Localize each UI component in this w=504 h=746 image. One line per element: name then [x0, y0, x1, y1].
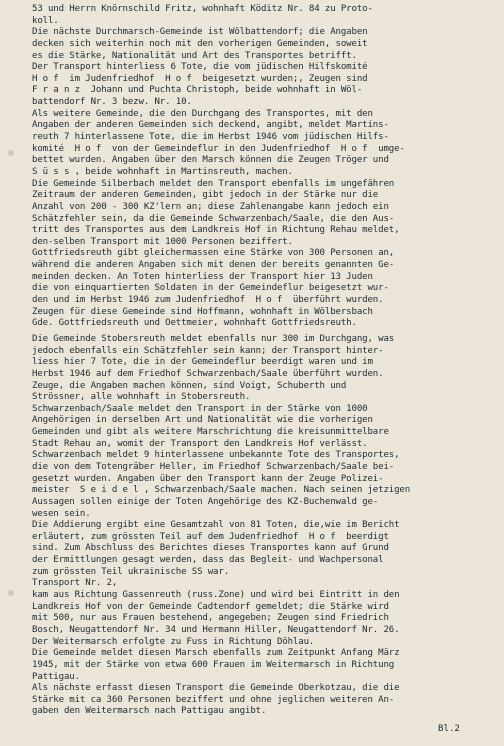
text-line: Bosch, Neugattendorf Nr. 34 und Hermann Hiller, Neugattendorf Nr. 26.	[32, 624, 400, 635]
text-line: während die anderen Angaben sich mit denen der bereits genannten Ge-	[32, 260, 395, 271]
text-line: liess hier 7 Tote, die in der Gemeindeflur beerdigt waren und im	[32, 357, 373, 368]
text-line: 53 und Herrn Knörnschild Fritz, wohnhaft Köditz Nr. 84 zu Proto-	[32, 4, 373, 14]
text-line: meinden decken. An Toten hinterliess der Transport hier 13 Juden	[32, 271, 373, 282]
text-line: Aussagen sollen einige der Toten Angehörige des KZ-Buchenwald ge-	[32, 496, 379, 507]
text-line: decken sich weiterhin noch mit den vorherigen Gemeinden, soweit	[32, 38, 368, 49]
text-line: der Ermittlungen gesagt werden, dass das Begleit- und Wachpersonal	[32, 555, 384, 566]
text-line: Als weitere Gemeinde, die den Durchgang des Transportes, mit den	[32, 108, 373, 119]
text-line: H o f im Judenfriedhof H o f beigesetzt wurden;, Zeugen sind	[32, 73, 368, 84]
text-line: es die Stärke, Nationalität und Art des Transportes betrifft.	[32, 50, 357, 61]
text-line: gaben den Weitermarsch nach Pattigau angibt.	[32, 706, 267, 717]
punch-holes	[8, 0, 16, 746]
text-line: Strössner, alle wohnhaft in Stobersreuth.	[32, 392, 251, 403]
text-line: den und im Herbst 1946 zum Judenfriedhof H o f überführt wurden.	[32, 295, 384, 306]
typed-text-body	[32, 4, 502, 718]
text-line: Pattigau.	[32, 671, 80, 682]
text-line: wesen sein.	[32, 508, 91, 519]
punch-hole	[8, 150, 14, 156]
text-line: Schwarzenbach/Saale meldet den Transport in der Stärke von 1000	[32, 403, 368, 414]
text-line: Die Addierung ergibt eine Gesamtzahl von 81 Toten, die,wie im Bericht	[32, 520, 400, 531]
text-line: jedoch ebenfalls ein Schätzfehler sein kann; der Transport hinter-	[32, 345, 384, 356]
text-line: Landkreis Hof von der Gemeinde Cadtendorf gemeldet; die Stärke wird	[32, 601, 389, 612]
text-line: den-selben Transport mit 1000 Personen beziffert.	[32, 236, 293, 247]
text-line: sind. Zum Abschluss des Berichtes dieses Transportes kann auf Grund	[32, 543, 389, 554]
text-line: Schätzfehler sein, da die Gemeinde Schwarzenbach/Saale, die den Aus-	[32, 213, 395, 224]
text-line: Zeitraum der anderen Gemeinden, gibt jedoch in der Stärke nur die	[32, 190, 379, 201]
text-line: Die Gemeinde Silberbach meldet den Transport ebenfalls im ungefähren	[32, 178, 395, 189]
punch-hole	[8, 590, 14, 596]
text-line: gesetzt wurden. Angaben über den Transport kann der Zeuge Polizei-	[32, 473, 384, 484]
text-line: Als nächste erfasst diesen Transport die Gemeinde Oberkotzau, die die	[32, 683, 400, 694]
text-line: Gemeinden und gibt als weitere Marschrichtung die kreisunmittelbare	[32, 427, 389, 438]
text-line: erläutert, zum grössten Teil auf dem Judenfriedhof H o f beerdigt	[32, 531, 389, 542]
text-line: Die Gemeinde Stobersreuth meldet ebenfalls nur 300 im Durchgang, was	[32, 333, 395, 344]
text-line: Angaben der anderen Gemeinden sich deckend, angibt, meldet Martins-	[32, 120, 389, 131]
text-line: reuth 7 hinterlassene Tote, die im Herbst 1946 vom jüdischen Hilfs-	[32, 132, 389, 143]
text-line: bettet wurden. Angaben über den Marsch können die Zeugen Tröger und	[32, 155, 389, 166]
text-line: zum grössten Teil ukrainische SS war.	[32, 566, 230, 577]
text-line: 1945, mit der Stärke von etwa 600 Frauen im Weitermarsch in Richtung	[32, 659, 395, 670]
text-line: Die nächste Durchmarsch-Gemeinde ist Wölbattendorf; die Angaben	[32, 27, 368, 38]
text-line: Schwarzenbach meldet 9 hinterlassene unbekannte Tote des Transportes,	[32, 450, 400, 461]
text-line: Zeugen für diese Gemeinde sind Hoffmann, wohnhaft in Wölbersbach	[32, 306, 373, 317]
text-line: Gottfriedsreuth gibt gleichermassen eine Stärke von 300 Personen an,	[32, 248, 395, 259]
text-line: meister S e i d e l , Schwarzenbach/Saale machen. Nach seinen jetzigen	[32, 485, 411, 496]
text-line: battendorf Nr. 3 bezw. Nr. 10.	[32, 97, 192, 108]
text-line: komité H o f von der Gemeindeflur in den Judenfriedhof H o f umge-	[32, 143, 405, 154]
text-line: Anzahl von 200 - 300 KZ'lern an; diese Zahlenangabe kann jedoch ein	[32, 201, 389, 212]
page-folio: Bl.2	[438, 724, 460, 734]
text-line: Die Gemeinde meldet diesen Marsch ebenfalls zum Zeitpunkt Anfang März	[32, 648, 400, 659]
text-line: Transport Nr. 2,	[32, 578, 118, 589]
text-line: kam aus Richtung Gassenreuth (russ.Zone) und wird bei Eintritt in den	[32, 590, 400, 601]
text-line: mit 500, nur aus Frauen bestehend, angegeben; Zeugen sind Friedrich	[32, 613, 389, 624]
text-line: Herbst 1946 auf dem Friedhof Schwarzenbach/Saale überführt wurden.	[32, 368, 384, 379]
text-line: Der Transport hinterliess 6 Tote, die vom jüdischen Hilfskomité	[32, 62, 368, 73]
text-line: Gde. Gottfriedsreuth und Oettmeier, wohnhaft Gottfriedsreuth.	[32, 318, 357, 329]
text-line: F r a n z Johann und Puchta Christoph, beide wohnhaft in Wöl-	[32, 85, 363, 96]
text-line: koll.	[32, 15, 59, 26]
text-line: S ü s s , beide wohnhaft in Martinsreuth, machen.	[32, 166, 293, 177]
text-line: Stadt Rehau an, womit der Transport den Landkreis Hof verlässt.	[32, 438, 368, 449]
text-line: Zeuge, die Angaben machen können, sind Voigt, Schuberth und	[32, 380, 347, 391]
text-line: die von dem Totengräber Heller, im Friedhof Schwarzenbach/Saale bei-	[32, 461, 395, 472]
text-line: tritt des Transportes aus dem Landkreis Hof in Richtung Rehau meldet,	[32, 225, 400, 236]
text-line: Stärke mit ca 360 Personen beziffert und ohne jeglichen weiteren An-	[32, 694, 395, 705]
text-line: Der Weitermarsch erfolgte zu Fuss in Richtung Döhlau.	[32, 636, 315, 647]
text-line: Angehörigen in derselben Art und Nationalität wie die vorherigen	[32, 415, 373, 426]
text-line: die von einquartierten Soldaten in der Gemeindeflur beigesetzt wur-	[32, 283, 389, 294]
